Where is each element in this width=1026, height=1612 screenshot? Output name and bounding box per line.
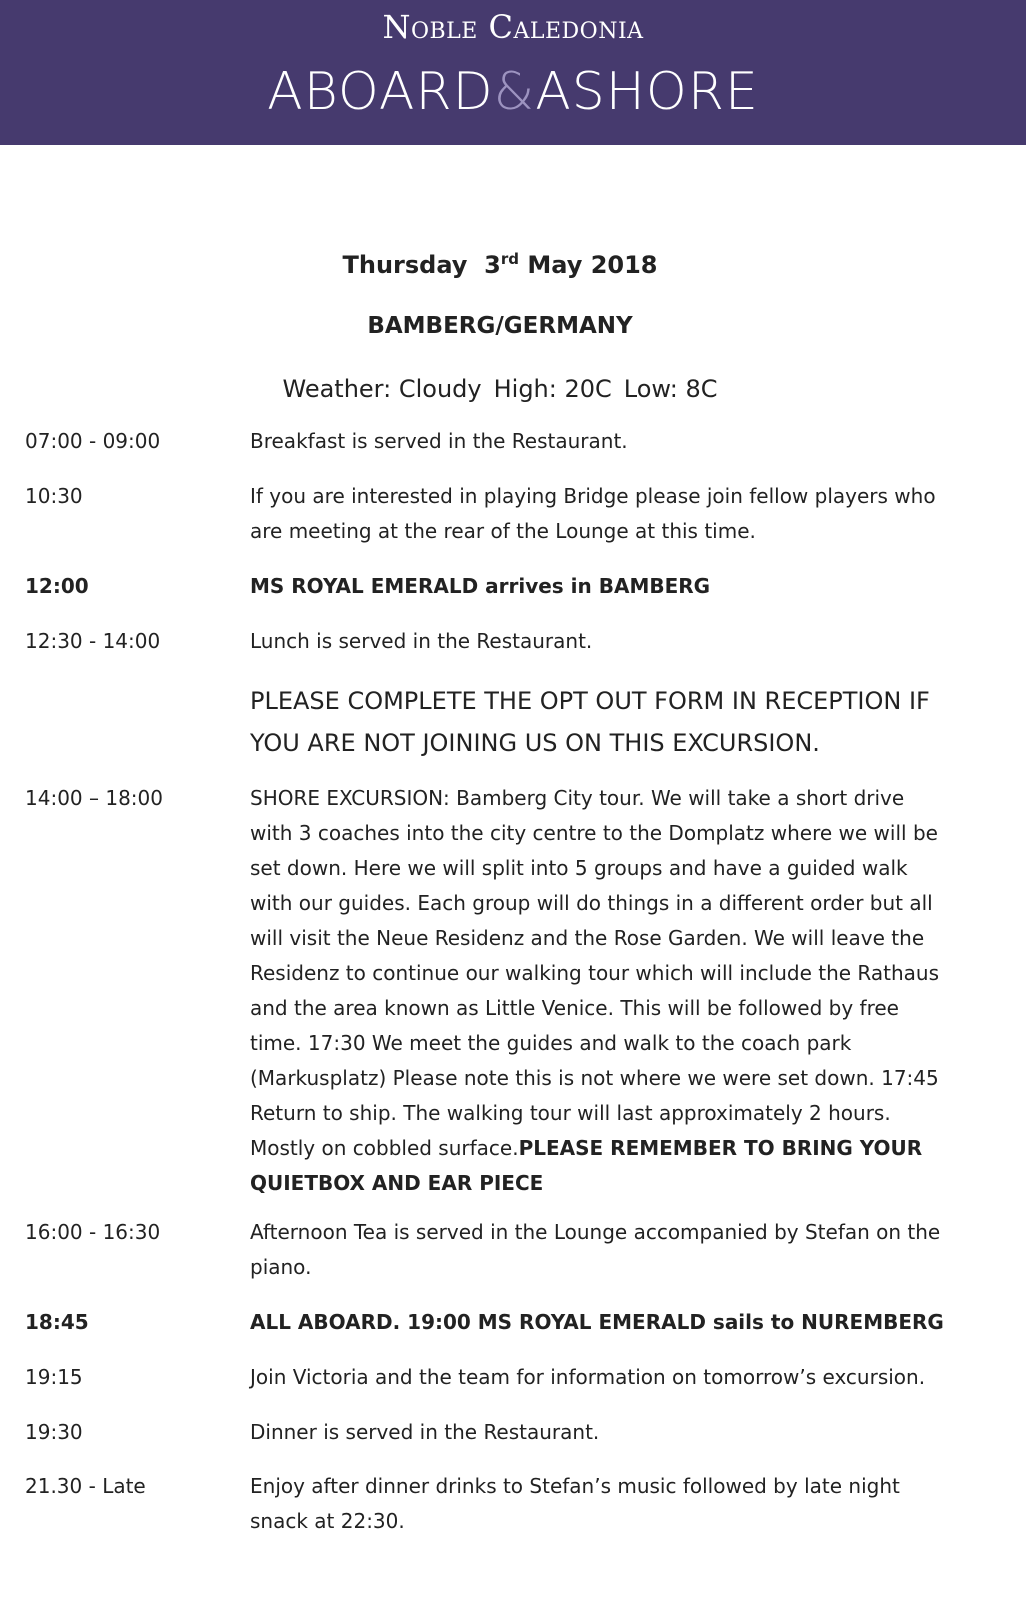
description-line: Afternoon Tea is served in the Lounge accompanied by Stefan on the <box>250 1220 941 1244</box>
description-line: will visit the Neue Residenz and the Rose Garden. We will leave the <box>250 926 925 950</box>
wordmark-aboard: ABOARD <box>267 62 494 122</box>
description-line: MS ROYAL EMERALD arrives in BAMBERG <box>250 574 711 598</box>
reminder-bold-text: PLEASE REMEMBER TO BRING YOUR <box>518 1136 923 1160</box>
description-line: are meeting at the rear of the Lounge at this time. <box>250 519 756 543</box>
schedule-description <box>250 781 975 1201</box>
schedule-description <box>250 1415 975 1450</box>
schedule-time: 10:30 <box>25 484 83 508</box>
description-line: SHORE EXCURSION: Bamberg City tour. We will take a short drive <box>250 786 905 810</box>
description-line: Breakfast is served in the Restaurant. <box>250 429 628 453</box>
description-line: time. 17:30 We meet the guides and walk to the coach park <box>250 1031 852 1055</box>
weather-line <box>0 375 1000 403</box>
description-line: snack at 22:30. <box>250 1509 405 1533</box>
notice-text <box>250 680 990 764</box>
schedule-time: 18:45 <box>25 1310 89 1334</box>
schedule-description <box>250 1469 975 1539</box>
description-line: and the area known as Little Venice. This will be followed by free <box>250 996 899 1020</box>
description-line: Enjoy after dinner drinks to Stefan’s music followed by late night <box>250 1474 900 1498</box>
date-day-suffix: rd <box>500 250 519 268</box>
description-line: Join Victoria and the team for information on tomorrow’s excursion. <box>250 1365 926 1389</box>
schedule-description <box>250 569 975 604</box>
description-line: Return to ship. The walking tour will last approximately 2 hours. <box>250 1101 891 1125</box>
schedule-description <box>250 624 975 659</box>
description-line: ALL ABOARD. 19:00 MS ROYAL EMERALD sails to NUREMBERG <box>250 1310 944 1334</box>
date-month-year: May 2018 <box>527 251 658 279</box>
description-line: with our guides. Each group will do things in a different order but all <box>250 891 933 915</box>
schedule-description <box>250 1215 975 1285</box>
schedule-description <box>250 424 975 459</box>
description-line: Dinner is served in the Restaurant. <box>250 1420 600 1444</box>
wordmark-ampersand: & <box>493 62 536 122</box>
page-location: BAMBERG/GERMANY <box>367 313 633 339</box>
description-line: (Markusplatz) Please note this is not where we were set down. 17:45 <box>250 1066 939 1090</box>
page-date <box>0 250 1000 279</box>
notice-line: PLEASE COMPLETE THE OPT OUT FORM IN RECEPTION IF <box>250 687 930 715</box>
description-line: with 3 coaches into the city centre to the Domplatz where we will be <box>250 821 938 845</box>
description-line: If you are interested in playing Bridge please join fellow players who <box>250 484 936 508</box>
schedule-time: 19:15 <box>25 1365 83 1389</box>
description-line <box>250 1131 975 1166</box>
schedule-description <box>250 479 975 549</box>
date-day-number: 3 <box>484 251 501 279</box>
schedule-time: 14:00 – 18:00 <box>25 786 163 810</box>
date-weekday: Thursday <box>342 251 468 279</box>
description-line: Residenz to continue our walking tour which will include the Rathaus <box>250 961 940 985</box>
weather-condition: Weather: Cloudy <box>282 375 482 403</box>
description-line: piano. <box>250 1255 312 1279</box>
notice-line: YOU ARE NOT JOINING US ON THIS EXCURSION. <box>250 729 820 757</box>
brand-name: Noble Caledonia <box>382 8 644 46</box>
schedule-description <box>250 1305 975 1340</box>
aboard-ashore-wordmark <box>0 62 1026 122</box>
schedule-time: 07:00 - 09:00 <box>25 429 161 453</box>
description-line-start: Mostly on cobbled surface. <box>250 1136 519 1160</box>
description-line: Lunch is served in the Restaurant. <box>250 629 593 653</box>
reminder-bold-text: QUIETBOX AND EAR PIECE <box>250 1171 544 1195</box>
weather-high: High: 20C <box>493 375 612 403</box>
schedule-time: 21.30 - Late <box>25 1474 146 1498</box>
schedule-description <box>250 1360 975 1395</box>
schedule-time: 12:30 - 14:00 <box>25 629 161 653</box>
header-banner <box>0 0 1026 145</box>
schedule-time: 16:00 - 16:30 <box>25 1220 161 1244</box>
wordmark-ashore: ASHORE <box>535 62 759 122</box>
weather-low: Low: 8C <box>623 375 718 403</box>
schedule-time: 19:30 <box>25 1420 83 1444</box>
schedule-time: 12:00 <box>25 574 89 598</box>
description-line: set down. Here we will split into 5 groups and have a guided walk <box>250 856 908 880</box>
